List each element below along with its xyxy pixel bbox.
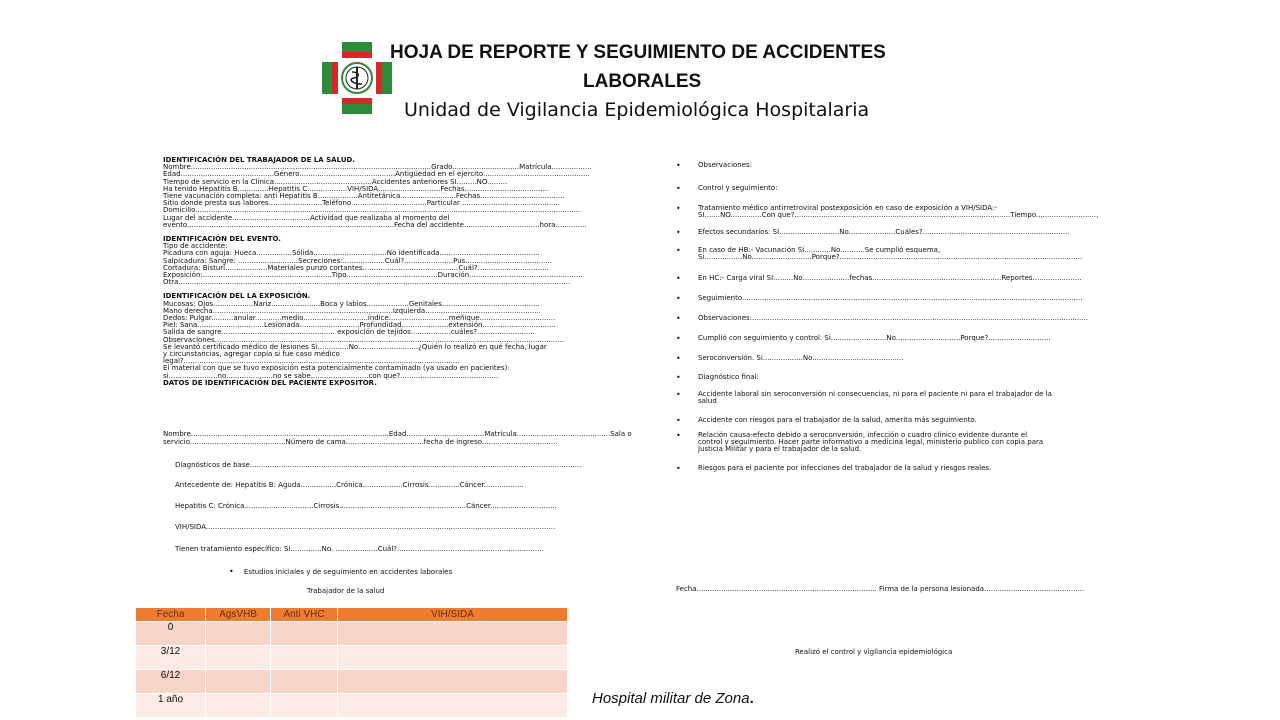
form-line: Salida de sangre................................................... exposición de tejidos..................cuáles?.......................... xyxy=(163,328,535,337)
table-cell[interactable] xyxy=(206,622,271,646)
worker-event-form xyxy=(163,156,592,387)
title-line-2: LABORALES xyxy=(583,71,702,92)
section-heading: IDENTIFICACIÓN DEL EVENTO. xyxy=(163,235,281,244)
form-line: y circunstancias, agregar copia si fue caso médico xyxy=(163,350,340,359)
patient-line-1: Nombre.........................................................................................Edad...................................Matrícula..........................................Sala o xyxy=(163,430,632,438)
list-item xyxy=(676,391,1086,406)
list-item xyxy=(676,417,1086,424)
document-subtitle: Unidad de Vigilancia Epidemiológica Hospitalaria xyxy=(404,99,870,121)
col-anti-vhc: Anti VHC xyxy=(271,608,338,622)
hospital-emblem-icon xyxy=(322,42,392,114)
table-row xyxy=(136,694,568,718)
form-line: Nombre............................................................................................................Grado..............................Matrícula.................. xyxy=(163,163,592,172)
table-header-row xyxy=(136,608,568,622)
table-cell[interactable] xyxy=(271,646,338,670)
form-line: Otra................................................................................................................................................................................ xyxy=(163,278,571,287)
list-item-text: • Efectos secundarios: SI...........................No.....................Cuáles?.................................................................. xyxy=(698,227,1070,236)
list-item-text: • Seguimiento......................................................................................................................................................... xyxy=(698,293,1083,302)
table-cell[interactable]: 1 año xyxy=(136,694,206,718)
section-heading: DATOS DE IDENTIFICACIÓN DEL PACIENTE EXPOSITOR. xyxy=(163,378,377,387)
form-line: Tiene vacunación completa: anti Hepatitis B..................Antitetánica.........................Fechas...................................... xyxy=(163,192,565,201)
list-item-text: salud xyxy=(698,397,717,405)
hospital-label: Hospital militar de Zona xyxy=(592,690,750,707)
seguimiento-table xyxy=(135,607,568,718)
section-heading: IDENTIFICACIÓN DEL TRABAJADOR DE LA SALUD. xyxy=(163,156,355,164)
table-cell[interactable] xyxy=(271,622,338,646)
table-row xyxy=(136,646,568,670)
table-row xyxy=(136,670,568,694)
control-seguimiento-list xyxy=(676,161,1099,472)
list-item-text: • Accidente con riesgos para el trabajador de la salud, amerita más seguimiento. xyxy=(698,415,977,424)
estudios-label: Estudios iniciales y de seguimiento en accidentes laborales xyxy=(243,568,453,576)
table-cell[interactable] xyxy=(338,670,568,694)
list-item xyxy=(676,355,1086,362)
list-item-text: • Tratamiento médico antirretroviral postexposición en caso de exposición a VIH/SIDA:- xyxy=(698,203,997,212)
table-cell[interactable] xyxy=(206,694,271,718)
form-line: Mano derecha.................................................................................Izquierda.................................................... xyxy=(163,306,541,315)
diagnostico-base-line: Diagnósticos de base..................................................................................................................................................... xyxy=(175,461,582,469)
form-line: Se levantó certificado médico de lesiones Si..............No...........................¿Quién lo realizó en qué fecha, lugar xyxy=(163,342,547,351)
form-line: Tiempo de servicio en la Clínica............................................Accidentes anteriores SI.........NO......... xyxy=(163,177,508,186)
list-item xyxy=(676,185,1086,192)
form-line: Tipo de accidente: xyxy=(163,242,228,251)
list-item-text: • Observaciones: xyxy=(698,161,753,169)
estudios-heading xyxy=(229,567,452,576)
realizo-label: Realizó el control y vigilancia epidemiológica xyxy=(795,648,953,656)
table-cell[interactable] xyxy=(338,622,568,646)
list-item-text: • Observaciones:....................................................................................................................................................... xyxy=(698,313,1089,322)
hospital-dot: . xyxy=(749,690,754,707)
form-line: legal?............................................................................................................................ xyxy=(163,357,460,366)
table-cell[interactable]: 6/12 xyxy=(136,670,206,694)
form-line: si......................no.....................no se sabe..........................con que?............................................ xyxy=(163,371,499,380)
list-item-text: • Cumplió con seguimiento y control. Si.........................No.............................Porque?............................ xyxy=(698,333,1051,342)
list-item-text: • Relación causa-efecto debido a seroconversión, infección o cuadro clínico evidente durante el xyxy=(698,430,1028,439)
tratamiento-line: Tienen tratamiento específico: Si..............No. ...................Cuál?.................................................................. xyxy=(175,545,544,553)
hepatitis-b-line: Antecedente de: Hepatitis B: Aguda................Crónica..................Cirrosis..............Cáncer.................. xyxy=(175,481,524,489)
firma-line: Fecha................................................................................. Firma de la persona lesionada............................................. xyxy=(676,585,1085,593)
list-item xyxy=(676,335,1086,342)
list-item xyxy=(676,162,1086,169)
table-cell[interactable] xyxy=(271,694,338,718)
form-line: Piel: Sana..............................Lesionada...........................Profundidad.....................extensión................................. xyxy=(163,321,556,330)
table-cell[interactable] xyxy=(338,694,568,718)
list-item xyxy=(676,374,1086,381)
form-line: El material con que se tuvo exposición esta potencialmente contaminado (ya usado en pacientes): xyxy=(163,364,510,373)
list-item-text: • Diagnóstico final: xyxy=(698,372,759,381)
form-line: Edad..........................................Género...........................................Antigüedad en el ejercito................................................ xyxy=(163,170,590,179)
list-item-text: SI.......NO..............Con que?.................................................................................................Tiempo..........................., xyxy=(698,211,1099,219)
list-item xyxy=(676,432,1086,454)
vih-line: VIH/SIDA............................................................................................................................................................. xyxy=(175,523,556,531)
form-line: Exposición:..........................................................Tipo.........................................Duración................................................... xyxy=(163,271,583,280)
list-item xyxy=(676,203,1099,220)
list-item-text: • En caso de HB:- Vacunación Si............No...........Se cumplió esquema, xyxy=(698,245,941,254)
form-line: Picadura con aguja: Hueca................Sólida.................................No identificada............................................. xyxy=(163,249,540,258)
list-item-text: • Control y seguimiento: xyxy=(698,183,778,192)
table-cell[interactable] xyxy=(338,646,568,670)
table-row xyxy=(136,622,568,646)
table-cell[interactable] xyxy=(271,670,338,694)
form-line: Domicilio............................................................................................................................................................................. xyxy=(163,206,581,215)
col-agsvhb: AgsVHB xyxy=(206,608,271,622)
list-item-text: Justicia Militar y para el trabajador de la salud. xyxy=(698,445,862,454)
list-item-text: control y seguimiento. Hacer parte informativo a medicina legal, ministerio publico con copia para xyxy=(698,438,1044,446)
bullet-icon: • xyxy=(229,567,244,576)
patient-line-2: servicio...........................................Número de cama...................................fecha de ingreso.................................. xyxy=(163,438,558,446)
table-cell[interactable]: 0 xyxy=(136,622,206,646)
list-item-text: • Seroconversión. Si..................No......................................... xyxy=(698,353,904,362)
list-item-text: • Riesgos para el paciente por infecciones del trabajador de la salud y riesgos reales. xyxy=(698,463,992,472)
form-line: Observaciones............................................................................................................................................................. xyxy=(163,335,565,344)
list-item xyxy=(676,313,1089,322)
list-item xyxy=(676,229,1086,236)
hepatitis-c-line: Hepatitis C: Crónica...............................Cirrosis.........................................................Cáncer.............................. xyxy=(175,502,557,510)
list-item-text: Si.................No...........................Porque?............................................................................................................. xyxy=(698,253,1083,261)
list-item xyxy=(676,295,1086,302)
title-line-1: HOJA DE REPORTE Y SEGUIMIENTO DE ACCIDENTES xyxy=(390,42,886,63)
form-line: Lugar del accidente...................................Actividad que realizaba al momento del xyxy=(163,213,450,222)
col-fecha: Fecha xyxy=(136,608,206,622)
table-cell[interactable]: 3/12 xyxy=(136,646,206,670)
form-line: evento.............................................................................................Fecha del accidente..................................hora.............. xyxy=(163,220,587,229)
hospital-name xyxy=(592,690,754,707)
document-title xyxy=(390,38,990,96)
form-line: Sitio donde presta sus labores........................Teléfono..................................Particular ............................................ xyxy=(163,199,561,208)
form-line: Cortadura: Bisturí...................Materiales punzo cortantes...........................................Cuál?................................ xyxy=(163,263,549,272)
col-vih-sida: VIH/SIDA xyxy=(338,608,568,622)
section-heading: IDENTIFICACIÓN DEL LA EXPOSICIÓN. xyxy=(163,292,311,301)
table-cell[interactable] xyxy=(206,646,271,670)
trabajador-label: Trabajador de la salud xyxy=(307,587,385,595)
list-item-text: • En HC:- Carga viral SI.........No.....................fechas..........................................................Reportes...................... xyxy=(698,273,1082,282)
form-line: Salpicadura: Sangre: ...........................Secreciones:...................Cuál?......................Pus....................................... xyxy=(163,256,553,265)
form-line: Mucosas: Ojos..................Nariz......................Boca y labios...................Genitales............................................ xyxy=(163,299,540,308)
table-cell[interactable] xyxy=(206,670,271,694)
list-item xyxy=(676,247,1086,262)
list-item xyxy=(676,275,1086,282)
list-item xyxy=(676,465,1086,472)
form-line: Ha tenido Hepatitis B..............Hepatitis C..................VIH/SIDA............................Fechas...................................... xyxy=(163,184,550,193)
form-line: Dedos: Pulgar..........anular............medio.............................índice...........................meñique.................................. xyxy=(163,314,556,323)
list-item-text: • Accidente laboral sin seroconversión ni consecuencias, ni para el paciente ni para el trabajador de la xyxy=(698,389,1052,398)
